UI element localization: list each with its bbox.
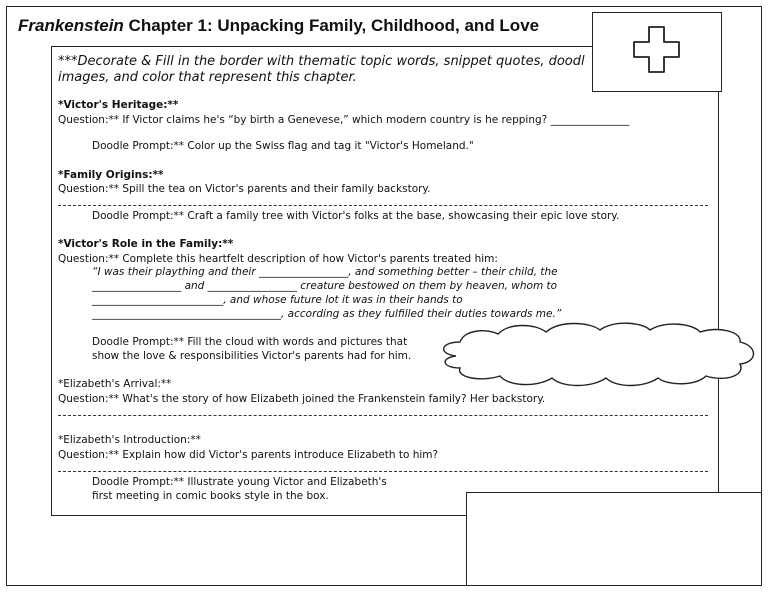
cloud-shape	[436, 318, 760, 388]
heritage-doodle-prompt: Doodle Prompt:** Color up the Swiss flag and tag it "Victor's Homeland."	[92, 140, 474, 152]
swiss-flag	[592, 12, 722, 92]
arrival-question: Question:** What's the story of how Elizabeth joined the Frankenstein family? Her backstory.	[58, 393, 546, 405]
flag-pole	[718, 90, 719, 500]
instructions	[58, 54, 585, 86]
heritage-question: Question:** If Victor claims he's “by birth a Genevese,” which modern country is he repping? _______________	[58, 114, 630, 126]
role-quote-line-2: _________________ and _________________ creature bestowed on them by heaven, whom to	[92, 280, 558, 292]
origins-heading: *Family Origins:**	[58, 169, 164, 181]
comic-drawing-box	[466, 492, 762, 586]
swiss-cross-icon	[593, 13, 720, 90]
instructions-line-1: ***Decorate & Fill in the border with thematic topic words, snippet quotes, doodl	[58, 54, 585, 69]
answer-line	[58, 205, 708, 206]
role-quote-line-3: _________________________, and whose future lot it was in their hands to	[92, 294, 463, 306]
role-quote-line-1: “I was their plaything and their _________________, and something better – their child, the	[92, 266, 558, 278]
answer-line	[58, 471, 708, 472]
introduction-doodle-prompt-line-1: Doodle Prompt:** Illustrate young Victor and Elizabeth's	[92, 476, 387, 488]
heritage-heading: *Victor's Heritage:**	[58, 99, 179, 111]
worksheet-title	[18, 16, 539, 36]
introduction-doodle-prompt-line-2: first meeting in comic books style in the box.	[92, 490, 329, 502]
role-heading: *Victor's Role in the Family:**	[58, 238, 234, 250]
instructions-line-2: images, and color that represent this chapter.	[58, 70, 357, 85]
title-book-name: Frankenstein	[18, 16, 124, 35]
origins-doodle-prompt: Doodle Prompt:** Craft a family tree with Victor's folks at the base, showcasing their epic love story.	[92, 210, 620, 222]
arrival-heading: *Elizabeth's Arrival:**	[58, 378, 172, 390]
role-doodle-prompt-line-1: Doodle Prompt:** Fill the cloud with words and pictures that	[92, 336, 408, 348]
introduction-heading: *Elizabeth's Introduction:**	[58, 434, 201, 446]
role-doodle-prompt-line-2: show the love & responsibilities Victor's parents had for him.	[92, 350, 412, 362]
introduction-question: Question:** Explain how did Victor's parents introduce Elizabeth to him?	[58, 449, 439, 461]
answer-line	[58, 415, 708, 416]
role-question: Question:** Complete this heartfelt description of how Victor's parents treated him:	[58, 253, 498, 265]
role-quote-line-4: ____________________________________, according as they fulfilled their duties towards me.”	[92, 308, 562, 320]
origins-question: Question:** Spill the tea on Victor's parents and their family backstory.	[58, 183, 431, 195]
title-rest: Chapter 1: Unpacking Family, Childhood, and Love	[128, 16, 540, 35]
